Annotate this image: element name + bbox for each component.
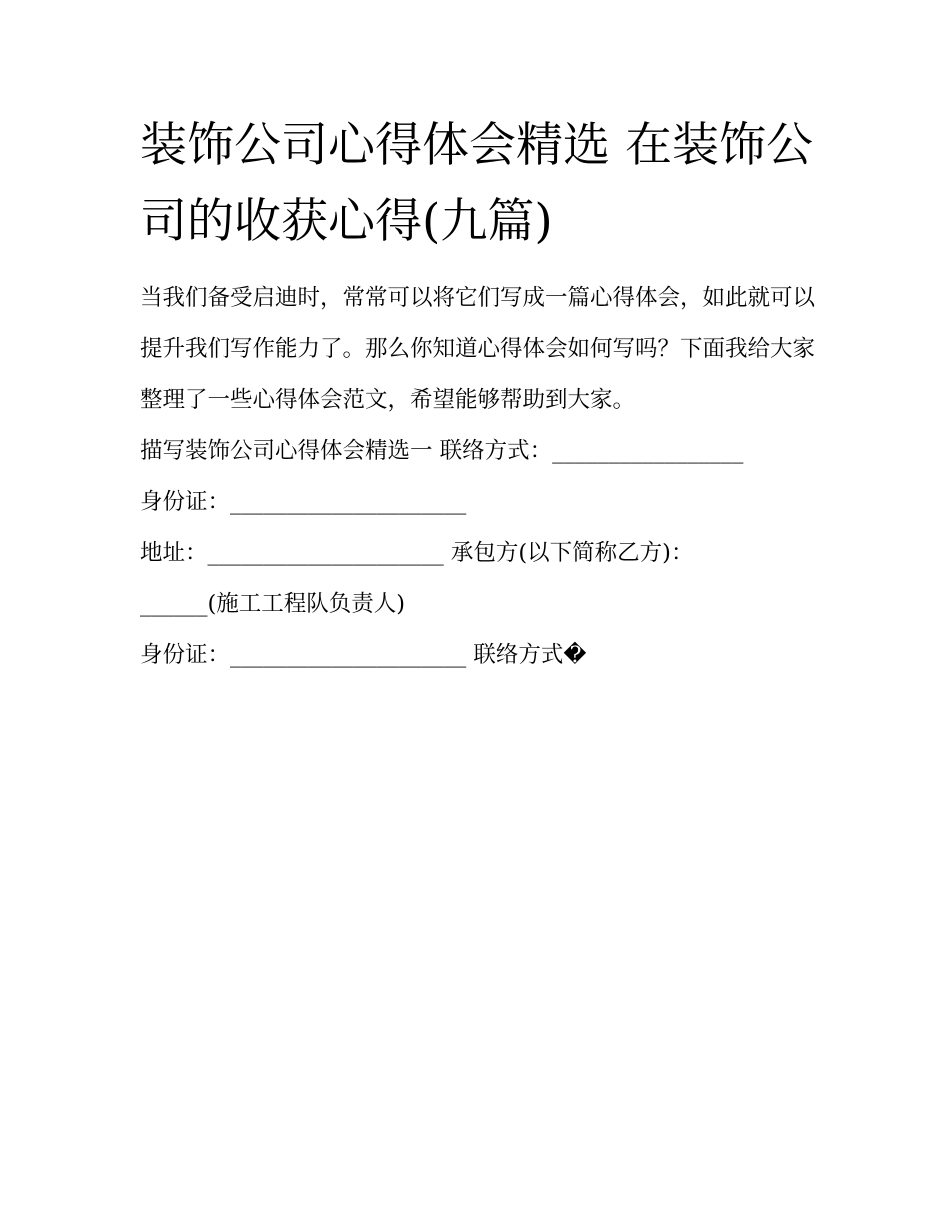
- document-page: [140, 108, 820, 681]
- document-title: 装饰公司心得体会精选 在装饰公司的收获心得(九篇): [140, 118, 813, 249]
- intro-paragraph: 当我们备受启迪时，常常可以将它们写成一篇心得体会，如此就可以提升我们写作能力了。那么你知道心得体会如何写吗？下面我给大家整理了一些心得体会范文，希望能够帮助到大家。: [140, 285, 816, 413]
- address-line: 地址：_____________________ 承包方(以下简称乙方)：: [140, 540, 694, 566]
- id-line: 身份证：_____________________: [140, 489, 467, 515]
- id-contact-line: 身份证：_____________________ 联络方式�: [140, 642, 587, 668]
- contractor-line: ______(施工工程队负责人): [140, 591, 406, 617]
- contact-line: 描写装饰公司心得体会精选一 联络方式：_________________: [140, 438, 744, 464]
